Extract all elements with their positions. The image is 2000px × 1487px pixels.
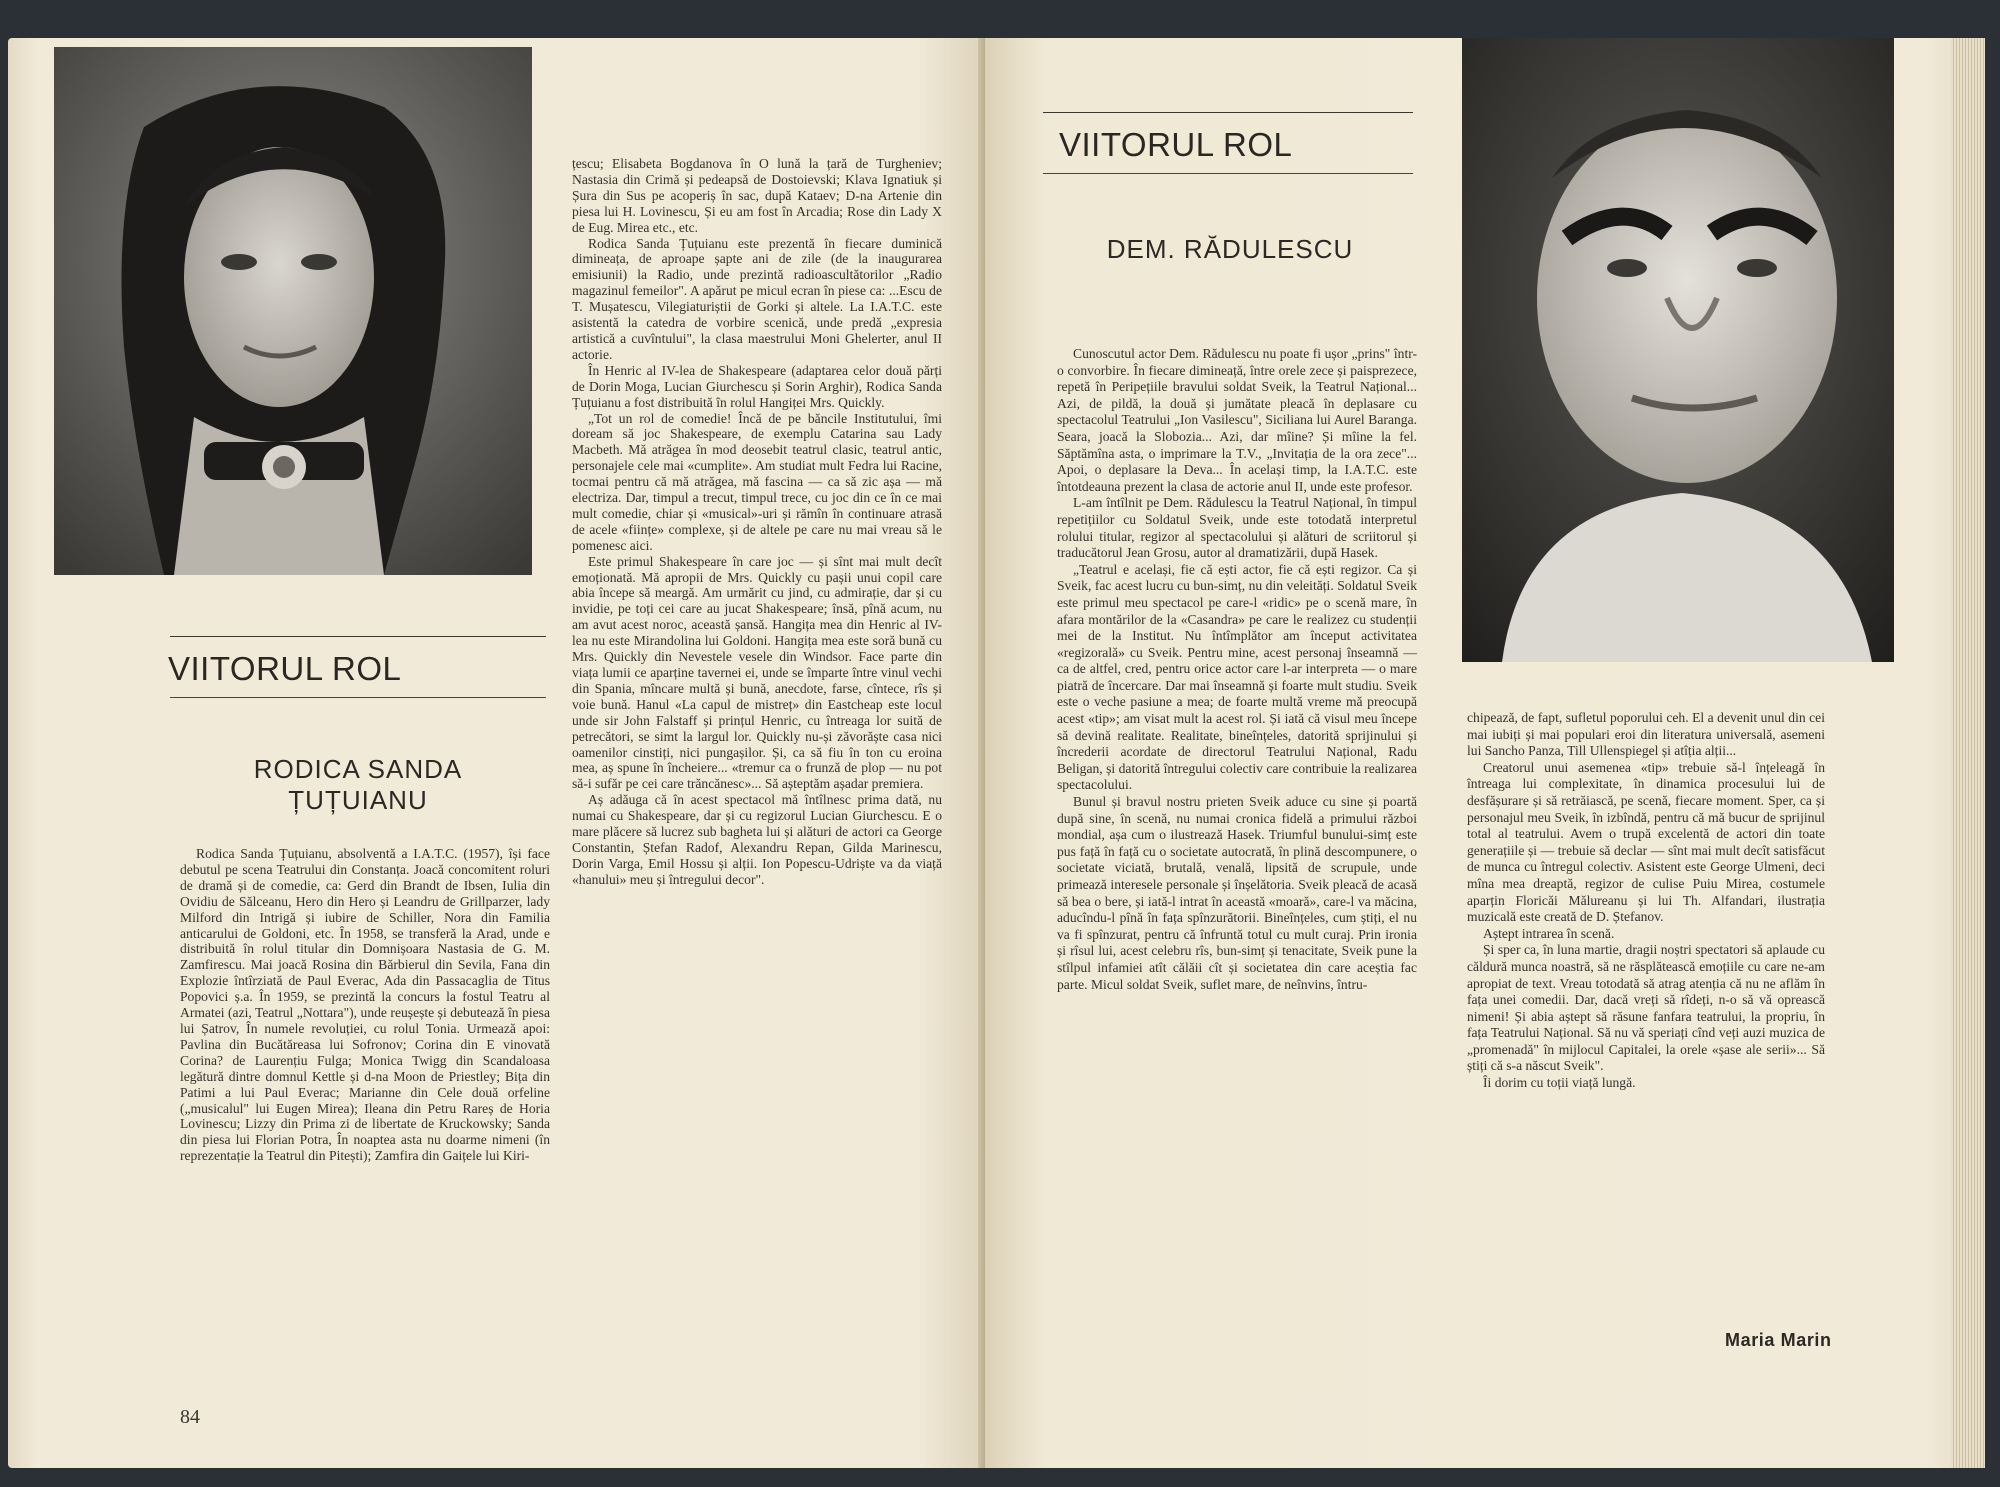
article-paragraph: Cunoscutul actor Dem. Rădulescu nu poate fi ușor „prins" într-o convorbire. În fiecare dimineață, între orele zece și paisprezece, repetă în Peripețiile bravului soldat Sveik, la Teatrul Național... Azi, de pildă, la două și jumătate pleacă în deplasare cu spectacolul Teatrului „Ion Vasilescu", Siciliana lui Aurel Baranga. Seara, joacă la Slobozia... Azi, dar mîine? Și mîine la fel. Săptămîna asta, o imprimare la T.V., „Invitația de la ora zece"... Apoi, o deplasare la Deva... În același timp, la I.A.T.C. este întotdeauna prezent la clasa de actorie anul II, unde este profesor.: [1057, 346, 1417, 494]
portrait-photo-rodica-sanda-tutuianu: [54, 47, 532, 575]
article-paragraph: Este primul Shakespeare în care joc — și sînt mai mult decît emoționată. Mă apropii de Mrs. Quickly cu pașii unui copil care abia începe să meargă. Am urmărit cu jind, cu admirație, dar și cu invidie, pe toți cei care au jucat Shakespeare; însă, pînă acum, nu am avut acest noroc, această șansă. Hangița mea din Henric al IV-lea nu este Mirandolina lui Goldoni. Hangița mea este soră bună cu Mrs. Quickly din Nevestele vesele din Windsor. Face parte din viața lumii ce aparține tavernei ei, unde se împarte între vinul vechi din Spania, mîncare multă și bună, anecdote, farse, cîntece, rîs și voie bună. Hanul «La capul de mistreț» din Eastcheap este locul unde sir John Falstaff și prințul Henric, cu întreaga lor suită de petrecători, se simt la largul lor. Quickly nu-și zăvorăște casa nici oamenilor cinstiți, nici pungașilor. Și, ca să fiu în ton cu eroina mea, aș spune în încheiere... «tremur ca o frunză de plop — nu pot să-i sufăr pe cei care trăncănesc»... Să așteptăm așadar premiera.: [572, 553, 942, 792]
actor-name-title: DEM. RĂDULESCU: [1106, 234, 1354, 264]
left-article-column-1: [180, 846, 550, 1164]
article-paragraph: L-am întîlnit pe Dem. Rădulescu la Teatrul Național, în timpul repetițiilor cu Soldatul Sveik, unde este totodată interpretul rolului titular, regizor al spectacolului și alături de scriitorul și traducătorul Jean Grosu, autor al dramatizării, după Hasek.: [1057, 495, 1417, 561]
article-paragraph: chipează, de fapt, sufletul poporului ceh. El a devenit unul din cei mai iubiți și mai populari eroi din literatura universală, asemeni lui Sancho Panza, Till Ullenspiegel și atîția alții...: [1467, 710, 1825, 759]
article-paragraph: Și sper ca, în luna martie, dragii noștri spectatori să aplaude cu căldură munca noastră, să ne răsplătească emoțiile cu care ne-am apropiat de text. Vreau totodată să atrag atenția că nu ne aflăm în fața unei comedii. Dar, dacă vreți să rîdeți, n-o să vă oprească nimeni! Și abia aștept să răsune fanfara teatrului, la propriu, în fața Teatrului Național. Să nu vă speriați cînd veți auzi muzica de „promenadă" în mijlocul Capitalei, la orele «șase ale serii»... Să știți că s-a născut Sveik".: [1467, 942, 1825, 1074]
author-signature: Maria Marin: [1725, 1330, 1832, 1350]
section-top-rule: [170, 636, 546, 637]
article-paragraph: În Henric al IV-lea de Shakespeare (adaptarea celor două părți de Dorin Moga, Lucian Giurchescu și Sorin Arghir), Rodica Sanda Țuțuianu a fost distribuită în rolul Hangiței Mrs. Quickly.: [572, 362, 942, 410]
left-page: [8, 38, 985, 1468]
article-paragraph: „Tot un rol de comedie! Încă de pe băncile Institutului, îmi doream să joc Shakespeare, de exemplu Catarina sau Lady Macbeth. Mă atrăgea în mod deosebit teatrul clasic, teatrul antic, personajele cele mai «cumplite». Am studiat mult Fedra lui Racine, tocmai pentru că mă atrăgea, mă fascina — ca să zic așa — mă electriza. Dar, timpul a trecut, timpul trece, cu joc din ce în ce mai mult comedie, chiar și «musical»-uri și rămîn în continuare atrasă de acele «ființe» complexe, și de altele pe care nu mai vreau să le pomenesc aici.: [572, 410, 942, 553]
article-paragraph: Aș adăuga că în acest spectacol mă întîlnesc prima dată, nu numai cu Shakespeare, dar și cu regizorul Lucian Giurchescu. E o mare plăcere să lucrez sub bagheta lui și alături de actori ca George Constantin, Ștefan Radof, Alexandru Repan, Gilda Marinescu, Dorin Varga, Emil Hossu și alții. Ion Popescu-Udriște va da viață «hanului» meu și întregului decor".: [572, 792, 942, 887]
right-page: [985, 38, 1985, 1468]
actor-name-line2: ȚUȚUIANU: [288, 785, 428, 815]
section-bottom-rule: [1043, 173, 1413, 174]
right-article-column-1: [1057, 346, 1417, 993]
page-edge-stack: [1951, 38, 1985, 1468]
actor-name-title: [170, 754, 546, 816]
article-paragraph: Îi dorim cu toții viață lungă.: [1483, 1075, 1636, 1091]
article-paragraph: Bunul și bravul nostru prieten Sveik aduce cu sine și poartă după sine, în scenă, nu numai cronica fidelă a primului război mondial, așa cum o ilustrează Hasek. Triumful bunului-simț este pus față în față cu o societate autocrată, în plină descompunere, o societate viciată, brutală, venală, lipsită de scrupule, unde primează interesele personale și înșelătoria. Sveik pleacă de acasă să bea o bere, și iată-l intrat în această «moară», care-l va măcina, aducîndu-l pînă în fața spînzurătorii. Bineînțeles, cum știți, el nu va fi spînzurat, pentru că înfruntă totul cu mult curaj. Prin ironia și rîsul lui, acest celebru rîs, bun-simț și tenacitate, Sveik pune la stîlpul infamiei atît călăii cît și societatea din care aceștia fac parte. Micul soldat Sveik, suflet mare, de neînvins, întru-: [1057, 794, 1417, 992]
portrait-photo-dem-radulescu: [1462, 38, 1894, 662]
right-article-column-2: [1467, 710, 1825, 1092]
article-paragraph: Rodica Sanda Țuțuianu este prezentă în fiecare duminică dimineața, de aproape șapte ani de zile (de la inaugurarea emisiunii) la Radio, unde prezintă radioascultătorilor „Radio magazinul femeilor". A apărut pe micul ecran în piese ca: ...Escu de T. Mușatescu, Vilegiaturiștii de Gorki și altele. La I.A.T.C. este asistentă la catedra de vorbire scenică, unde predă „expresia artistică a cuvîntului", la clasa maestrului Moni Ghelerter, anul II actorie.: [572, 235, 942, 362]
left-article-column-2: [572, 156, 942, 888]
section-top-rule: [1043, 112, 1413, 113]
section-bottom-rule: [170, 697, 546, 698]
page-number: 84: [180, 1406, 200, 1428]
article-paragraph: Creatorul unui asemenea «tip» trebuie să-l înțeleagă în întreaga lui complexitate, în dinamica procesului lui de desfășurare și să retrăiască, pe scenă, fiecare moment. Sper, ca și personajul meu Sveik, în izbîndă, pentru că mă bucur de sprijinul total al teatrului. Avem o trupă excelentă de actori din toate generațiile și — trebuie să declar — sînt mai mult decît satisfăcut de munca cu întregul colectiv. Asistent este George Ulmeni, deci mîna mea dreaptă, regizor de culise Puiu Mirea, costumele aparțin Floricăi Mălureanu și lui Th. Alfandari, ilustrația muzicală este creată de D. Ștefanov.: [1467, 759, 1825, 925]
actor-name-line1: RODICA SANDA: [253, 754, 463, 784]
section-label-viitorul-rol: VIITORUL ROL: [1059, 126, 1293, 163]
article-paragraph: Rodica Sanda Țuțuianu, absolventă a I.A.T.C. (1957), își face debutul pe scena Teatrului din Constanța. Joacă concomitent roluri de dramă și de comedie, ca: Gerd din Brandt de Ibsen, Iulia din Ovidiu de Sălceanu, Hero din Hero și Leandru de Grillparzer, lady Milford din Intrigă și iubire de Schiller, Nora din Familia anticarului de Goldoni, etc. În 1958, se transferă la Arad, unde e distribuită în rolul titular din Domnișoara Nastasia de G. M. Zamfirescu. Mai joacă Rosina din Bărbierul din Sevila, Fana din Explozie întîrziată de Paul Everac, Ada din Passacaglia de Titus Popovici ș.a. În 1959, se prezintă la concurs la fostul Teatru al Armatei (azi, Teatrul „Nottara"), unde reușește și debutează în piesa lui Șatrov, În numele revoluției, cu rolul Tonia. Urmează apoi: Pavlina din Bucătăreasa lui Sofronov; Corina din E vinovată Corina? de Laurențiu Fulga; Monica Twigg din Scandaloasa legătură dintre domnul Kettle și d-na Moon de Priestley; Bița din Patimi a lui Paul Everac; Marianne din Cele două orfeline („musicalul" lui Eugen Mirea); Ileana din Petru Rareș de Horia Lovinescu; Lizzy din Prima zi de libertate de Kruckowsky; Sanda din piesa lui Florian Potra, În noaptea asta nu doarme nimeni (în reprezentație la Teatrul din Pitești); Zamfira din Gaițele lui Kiri-: [180, 846, 550, 1164]
section-label-viitorul-rol: VIITORUL ROL: [168, 650, 402, 687]
article-paragraph: țescu; Elisabeta Bogdanova în O lună la țară de Turgheniev; Nastasia din Crimă și pedeapsă de Dostoievski; Klava Ignatiuk și Șura din Sus pe acoperiș în sac, după Kataev; D-na Artenie din piesa lui H. Lovinescu, Și eu am fost în Arcadia; Rose din Lady X de Eug. Mirea etc., etc.: [572, 156, 942, 235]
article-paragraph: Aștept intrarea în scenă.: [1483, 925, 1615, 941]
article-paragraph: „Teatrul e același, fie că ești actor, fie că ești regizor. Ca și Sveik, fac acest lucru cu bun-simț, nu din veleități. Soldatul Sveik este primul meu spectacol pe care-l «ridic» pe o scenă mare, în afara montărilor de la «Casandra» pe care le realizez cu studenții mei de la Institut. Nu întîmplător am început activitatea «regizorală» cu Sveik. Pentru mine, acest personaj înseamnă — ca de altfel, cred, pentru orice actor care l-ar interpreta — o mare piatră de încercare. Dar mai înseamnă și foarte mult studiu. Sveik este o veche pasiune a mea; de foarte multă vreme mă preocupă acest «tip»; am visat mult la acest rol. Și iată că visul meu începe să devină realitate. Realitate, bineînțeles, datorită sprijinului și încrederii acordate de directorul Teatrului Național, Radu Beligan, și datorită întregului colectiv care contribuie la realizarea spectacolului.: [1057, 561, 1417, 793]
